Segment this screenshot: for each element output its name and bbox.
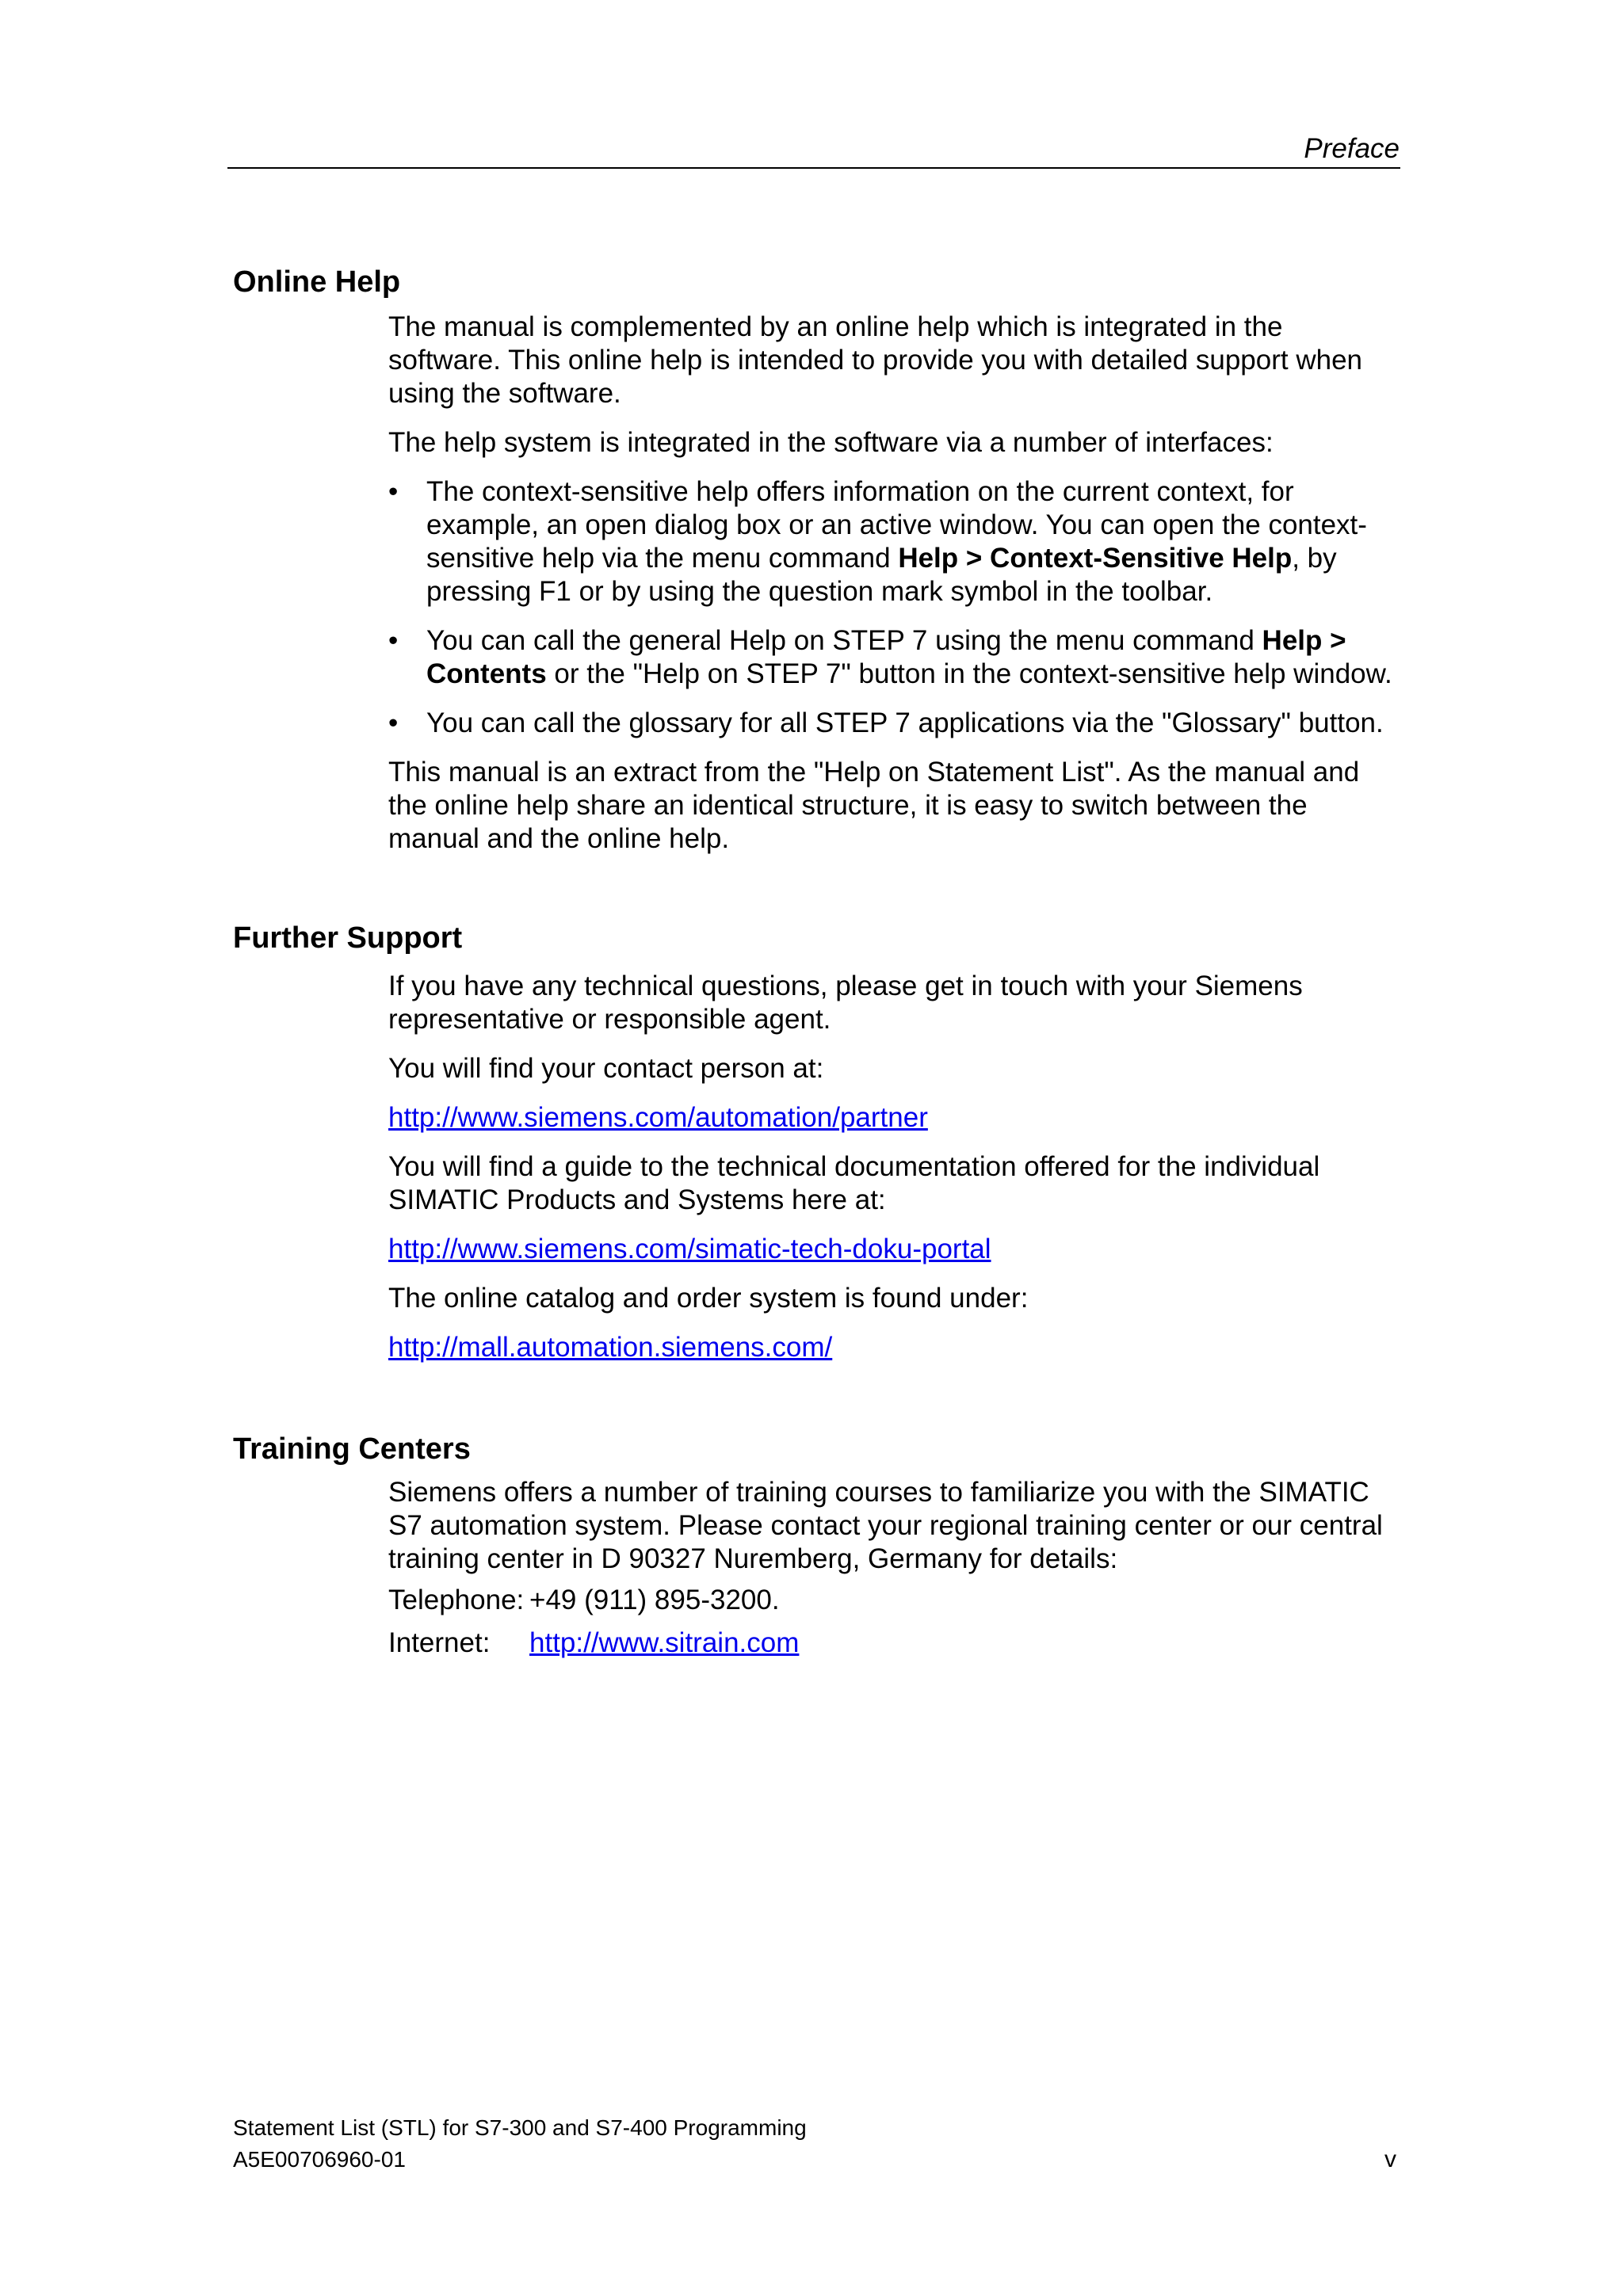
link-paragraph — [388, 1233, 1403, 1266]
list-item-text: The context-sensitive help offers information on the current context, for example, an open dialog box or an active window. You can open the context-sensitive help via the menu command — [426, 476, 1367, 574]
section-online-help — [388, 311, 1403, 871]
link-paragraph — [388, 1331, 1403, 1364]
paragraph: If you have any technical questions, please get in touch with your Siemens representative or responsible agent. — [388, 971, 1303, 1035]
page-number: v — [1384, 2146, 1396, 2172]
telephone-value: +49 (911) 895-3200. — [529, 1585, 780, 1615]
partner-link[interactable]: http://www.siemens.com/automation/partner — [388, 1102, 928, 1133]
section-further-support — [388, 970, 1403, 1380]
paragraph: You will find a guide to the technical documentation offered for the individual SIMATIC Products and Systems here at: — [388, 1151, 1320, 1215]
page-footer — [233, 2112, 807, 2176]
bullet-icon: • — [388, 707, 399, 738]
list-item — [388, 707, 1403, 740]
paragraph: This manual is an extract from the "Help on Statement List". As the manual and the online help share an identical structure, it is easy to switch between the manual and the online help. — [388, 757, 1360, 854]
heading-training-centers: Training Centers — [233, 1432, 471, 1466]
link-paragraph — [388, 1101, 1403, 1135]
footer-document-number: A5E00706960-01 — [233, 2147, 406, 2172]
paragraph: The manual is complemented by an online help which is integrated in the software. This online help is intended to provide you with detailed support when using the software. — [388, 311, 1362, 409]
sitrain-link[interactable]: http://www.sitrain.com — [529, 1627, 800, 1658]
telephone-label: Telephone: — [388, 1585, 525, 1615]
paragraph: Siemens offers a number of training courses to familiarize you with the SIMATIC S7 automation system. Please contact your regional training center or our central training center in D 90327 Nuremberg, Germany for details: — [388, 1477, 1383, 1574]
telephone-row — [388, 1584, 1403, 1617]
internet-row — [388, 1627, 1403, 1660]
list-item-text: , by pressing F1 or by using the question mark symbol in the toolbar. — [426, 543, 1337, 607]
footer-manual-title: Statement List (STL) for S7-300 and S7-400 Programming — [233, 2115, 807, 2140]
paragraph: The online catalog and order system is found under: — [388, 1283, 1029, 1314]
menu-command: Help > Contents — [426, 625, 1346, 689]
mall-link[interactable]: http://mall.automation.siemens.com/ — [388, 1332, 833, 1363]
internet-label: Internet: — [388, 1627, 491, 1658]
section-training-centers — [388, 1476, 1403, 1669]
tech-doku-portal-link[interactable]: http://www.siemens.com/simatic-tech-doku-portal — [388, 1234, 991, 1264]
bullet-list — [388, 475, 1403, 740]
paragraph: The help system is integrated in the software via a number of interfaces: — [388, 427, 1274, 458]
list-item-text: You can call the general Help on STEP 7 using the menu command — [426, 625, 1262, 656]
bullet-icon: • — [388, 625, 399, 656]
bullet-icon: • — [388, 476, 399, 507]
page-header-title: Preface — [1304, 133, 1400, 164]
list-item — [388, 475, 1403, 608]
heading-further-support: Further Support — [233, 921, 463, 955]
menu-command: Help > Context-Sensitive Help — [898, 543, 1293, 574]
list-item — [388, 624, 1403, 691]
paragraph: You will find your contact person at: — [388, 1053, 824, 1084]
list-item-text: or the "Help on STEP 7" button in the context-sensitive help window. — [546, 658, 1392, 689]
header-divider — [227, 167, 1400, 169]
list-item-text: You can call the glossary for all STEP 7 applications via the "Glossary" button. — [426, 707, 1384, 738]
heading-online-help: Online Help — [233, 265, 401, 299]
